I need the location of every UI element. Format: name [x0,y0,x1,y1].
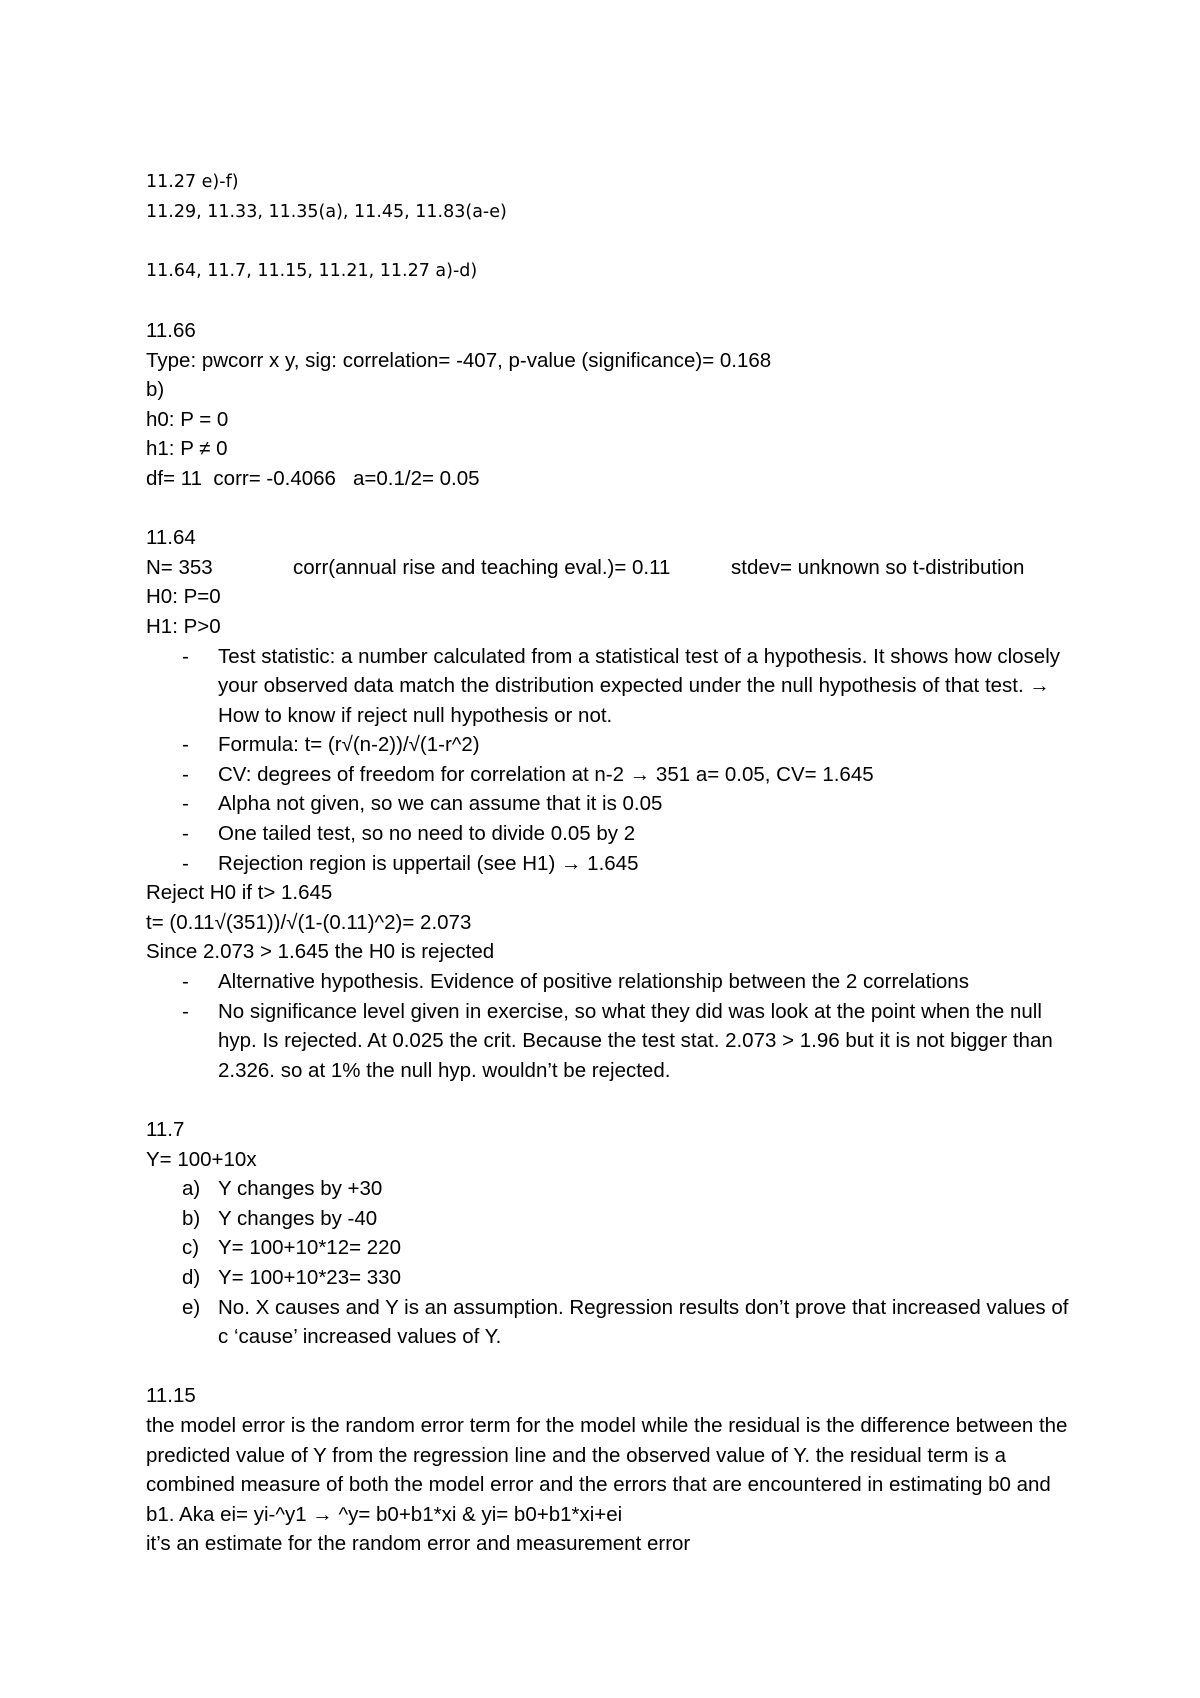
list-item: - Test statistic: a number calculated from a statistical test of a hypothesis. It shows how closely your observed data match the distribution expected under the null hypothesis of that test. → How to know if reject null hypothesis or not. [218,642,1076,731]
text-line: b) [146,378,165,402]
text-line: Since 2.073 > 1.645 the H0 is rejected [146,940,495,964]
item-letter: e) [182,1295,201,1319]
item-text: Y= 100+10*12= 220 [218,1236,401,1260]
section-title-11-66: 11.66 [146,318,196,342]
list-item: - One tailed test, so no need to divide 0.05 by 2 [218,819,1076,849]
bullet-list [146,642,1076,879]
regression-equation: Y= 100+10x [146,1147,257,1171]
item-letter: a) [182,1177,201,1201]
exercise-list-1: 11.27 e)-f) [146,172,239,192]
section-title-11-64: 11.64 [146,526,196,550]
list-item: - CV: degrees of freedom for correlation at n-2 → 351 a= 0.05, CV= 1.645 [218,760,1076,790]
lettered-list [146,1174,1076,1352]
corr-value: corr(annual rise and teaching eval.)= 0.11 [293,555,671,579]
stdev-value: stdev= unknown so t-distribution [731,555,1025,579]
list-item [182,1174,1076,1204]
section-title-11-15: 11.15 [146,1384,196,1408]
list-item: - Rejection region is uppertail (see H1) → 1.645 [218,849,1076,879]
text-line: Type: pwcorr x y, sig: correlation= -407, p-value (significance)= 0.168 [146,348,772,372]
exercise-list-2: 11.29, 11.33, 11.35(a), 11.45, 11.83(a-e) [146,201,507,222]
text-line: Reject H0 if t> 1.645 [146,881,333,905]
list-item [182,1293,1076,1352]
item-text: Y changes by +30 [218,1177,383,1201]
alt-hypothesis: H1: P>0 [146,614,221,638]
list-item: - Alternative hypothesis. Evidence of positive relationship between the 2 correlations [218,967,1076,997]
null-hypothesis: H0: P=0 [146,585,221,609]
item-text: No. X causes and Y is an assumption. Regression results don’t prove that increased values of c ‘cause’ increased values of Y. [218,1295,1069,1349]
document-body [146,168,1076,1559]
list-item: - No significance level given in exercise, so what they did was look at the point when the null hyp. Is rejected. At 0.025 the crit. Because the test stat. 2.073 > 1.96 but it is not bigger than 2.326. so at 1% the null hyp. wouldn’t be rejected. [218,997,1076,1086]
paragraph: the model error is the random error term for the model while the residual is the difference between the predicted value of Y from the regression line and the observed value of Y. the residual term is a combined measure of both the model error and the errors that are encountered in estimating b0 and b1. Aka ei= yi-^y1 → ^y= b0+b1*xi & yi= b0+b1*xi+ei [146,1413,1068,1526]
text-line: h0: P = 0 [146,407,229,431]
section-title-11-7: 11.7 [146,1118,185,1141]
item-letter: b) [182,1206,201,1230]
item-letter: d) [182,1265,201,1289]
text-line: df= 11 corr= -0.4066 a=0.1/2= 0.05 [146,466,480,490]
text-line: h1: P ≠ 0 [146,437,228,461]
exercise-list-3: 11.64, 11.7, 11.15, 11.21, 11.27 a)-d) [146,260,478,281]
list-item [182,1263,1076,1293]
list-item: - Formula: t= (r√(n-2))/√(1-r^2) [218,730,1076,760]
text-line: t= (0.11√(351))/√(1-(0.11)^2)= 2.073 [146,910,472,934]
item-text: Y= 100+10*23= 330 [218,1265,401,1289]
list-item: - Alpha not given, so we can assume that it is 0.05 [218,789,1076,819]
bullet-list [146,967,1076,1085]
n-value: N= 353 [146,555,213,579]
list-item [182,1233,1076,1263]
paragraph-last-line: it’s an estimate for the random error and measurement error [146,1532,691,1556]
list-item [182,1204,1076,1234]
given-values-line [146,553,1076,583]
item-text: Y changes by -40 [218,1206,378,1230]
item-letter: c) [182,1236,200,1260]
